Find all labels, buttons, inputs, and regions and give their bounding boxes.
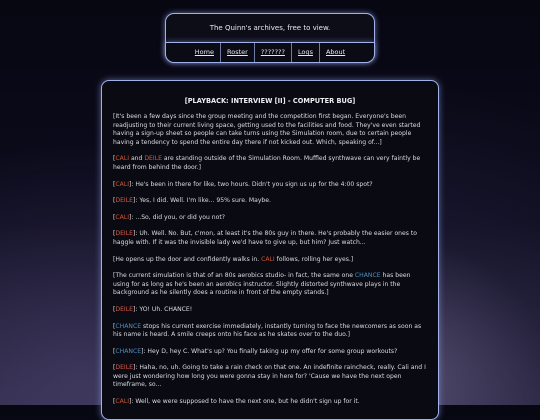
log-text: ]: YO! Uh. CHANCE! <box>132 305 193 313</box>
log-text: [It's been a few days since the group meeting and the competition first began. Everyone's been readjusting to their current living space, getting used to the facilities and food. They've even started having a sign-up sheet so people can take turns using the Simulation room, due to certain people having a tendency to spend the entire day there if not kicked out. Which, speaking of...] <box>113 113 421 146</box>
log-text: [ <box>113 230 116 238</box>
nav-link-about[interactable]: About <box>319 43 351 62</box>
speaker-name: CALI <box>115 398 130 406</box>
speaker-name: CHANCE <box>115 347 142 355</box>
speaker-name: CHANCE <box>354 272 381 280</box>
log-text: stops his current exercise immediately, instantly turning to face the newcomers as soon as his name is heard. A smile creeps onto his face as he skates over to the duo.] <box>113 322 422 339</box>
speaker-name: CALI <box>115 213 130 221</box>
log-text: has been using for as long as he's been an aerobics instructor. Slightly distorted synthwave plays in the background as he silently does a routine in front of the empty stands.] <box>113 272 411 297</box>
page-title: [PLAYBACK: INTERVIEW [II] - COMPUTER BUG] <box>184 97 356 105</box>
log-text: [ <box>113 398 116 406</box>
log-paragraph <box>113 197 427 206</box>
log-paragraph <box>113 230 427 247</box>
log-text: [ <box>113 364 116 372</box>
log-paragraph <box>113 398 427 407</box>
log-text: [ <box>113 197 116 205</box>
speaker-name: CALI <box>115 155 130 163</box>
log-text: ]: Uh. Well. No. But, c'mon, at least it's the 80s guy in there. He's probably the easier ones to haggle with. If it was the invisible lady we'd have to give up, but him? Just watch... <box>113 230 418 246</box>
log-text: ]: Haha, no, uh. Going to take a rain check on that one. An indefinite raincheck, really. Cali and I were just wondering how long you were gonna stay in here for? 'Cause we have the next open timeframe, so... <box>113 364 426 389</box>
nav-link-roster[interactable]: Roster <box>220 43 254 62</box>
log-paragraph <box>113 256 427 265</box>
speaker-name: CALI <box>115 180 130 188</box>
log-paragraph <box>113 113 427 147</box>
speaker-name: DEILE <box>144 155 162 163</box>
log-text: ]: Yes, I did. Well. I'm like... 95% sure. Maybe. <box>132 197 271 205</box>
log-paragraph <box>113 323 427 340</box>
log-paragraph <box>113 155 427 172</box>
nav-bar <box>165 42 375 63</box>
speaker-name: DEILE <box>115 305 133 313</box>
log-text: [ <box>113 213 116 221</box>
log-text: [ <box>113 155 116 163</box>
log-paragraph <box>113 306 427 315</box>
log-text: [The current simulation is that of an 80s aerobics studio- in fact, the same one <box>113 272 355 280</box>
nav-link-hidden[interactable]: ??????? <box>254 43 291 62</box>
speaker-name: DEILE <box>115 364 133 372</box>
log-text: are standing outside of the Simulation Room. Muffled synthwave can very faintly be heard from behind the door.] <box>113 155 421 171</box>
log-text: follows, rolling her eyes.] <box>274 255 354 263</box>
log-paragraph <box>113 214 427 223</box>
log-text: and <box>129 155 145 163</box>
speaker-name: CALI <box>261 255 275 263</box>
log-text: ]: ...So, did you, or did you not? <box>129 213 225 221</box>
log-text: [ <box>113 305 116 313</box>
log-paragraph <box>113 364 427 390</box>
log-paragraph <box>113 181 427 190</box>
speaker-name: DEILE <box>115 197 133 205</box>
nav-link-home[interactable]: Home <box>194 48 214 56</box>
log-text: ]: He's been in there for like, two hours. Didn't you sign us up for the 4:00 spot? <box>129 180 373 188</box>
log-paragraph <box>113 272 427 298</box>
log-text: ]: Well, we were supposed to have the next one, but he didn't sign up for it. <box>129 398 360 406</box>
log-paragraph <box>113 348 427 357</box>
log-text: [ <box>113 180 116 188</box>
log-text: ]: Hey D, hey C. What's up? You finally taking up my offer for some group workouts? <box>141 347 398 355</box>
log-text: [He opens up the door and confidently walks in. <box>113 255 262 263</box>
dialogue-log <box>113 113 427 407</box>
log-text: [ <box>113 322 116 330</box>
nav-link-logs[interactable]: Logs <box>291 43 319 62</box>
speaker-name: DEILE <box>115 230 133 238</box>
speaker-name: CHANCE <box>115 322 142 330</box>
log-text: [ <box>113 347 116 355</box>
site-title: The Quinn's archives, free to view. <box>209 24 331 32</box>
log-content[interactable] <box>101 80 439 420</box>
